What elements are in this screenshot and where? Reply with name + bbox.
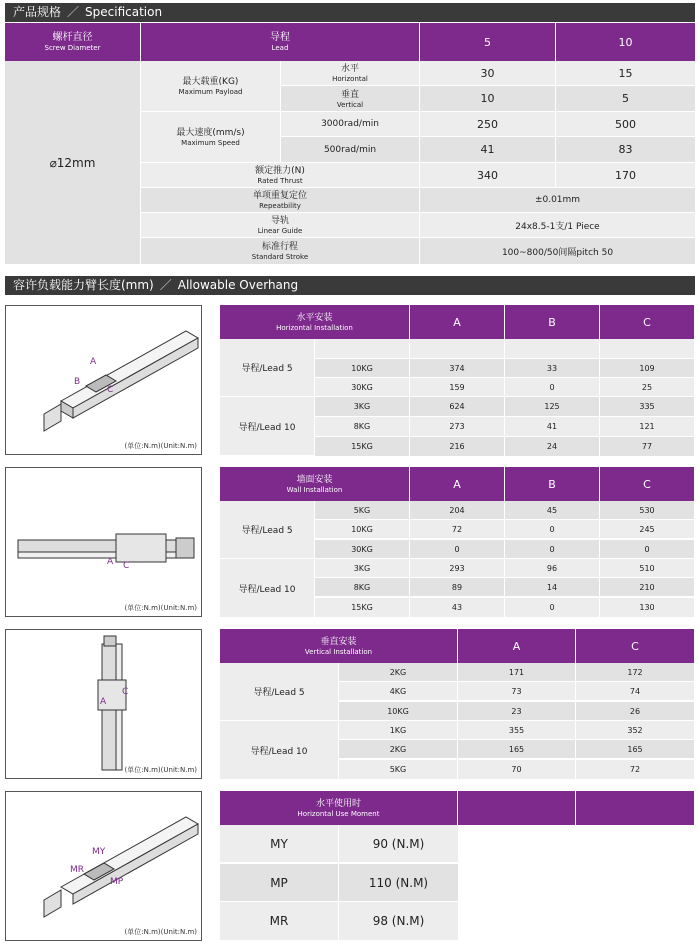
value-a: 159 xyxy=(410,378,505,397)
value-a: 171 xyxy=(458,663,576,682)
repeat-cn: 单项重复定位 xyxy=(252,191,307,201)
thrust-lead10: 170 xyxy=(556,163,695,188)
lead10-label: 导程/Lead 10 xyxy=(220,721,339,779)
repeat-value: ±0.01mm xyxy=(420,188,695,213)
label-b: B xyxy=(74,377,81,387)
value-a: 216 xyxy=(410,437,505,456)
moment-diagram xyxy=(5,791,202,941)
payload-en: Maximum Payload xyxy=(178,88,243,96)
empty-cell xyxy=(315,339,410,359)
empty-cell xyxy=(600,339,694,359)
wall-table-title xyxy=(220,467,410,501)
stroke-label xyxy=(141,238,420,264)
value-a: 374 xyxy=(410,359,505,378)
value-c: 109 xyxy=(600,359,694,378)
value-b: 0 xyxy=(505,378,600,397)
value-b: 33 xyxy=(505,359,600,378)
horizontal-en: Horizontal xyxy=(332,75,368,83)
value-b: 0 xyxy=(505,598,600,617)
col-a: A xyxy=(410,467,505,501)
moment-name: MP xyxy=(220,864,339,902)
value-a: 43 xyxy=(410,598,505,617)
screw-diameter-header xyxy=(5,23,141,61)
stroke-value: 100~800/50间隔pitch 50 xyxy=(420,238,695,264)
overhang-section-title xyxy=(5,276,695,295)
value-a: 293 xyxy=(410,559,505,578)
label-mr: MR xyxy=(70,865,85,875)
horizontal-label xyxy=(281,61,420,86)
screw-diameter-en: Screw Diameter xyxy=(44,44,101,52)
lead10-label: 导程/Lead 10 xyxy=(220,397,315,456)
lead5-label: 导程/Lead 5 xyxy=(220,339,315,397)
label-c: C xyxy=(123,561,130,571)
wall-actuator-drawing xyxy=(6,468,203,618)
moment-value: 98 (N.M) xyxy=(339,902,458,940)
col-c: C xyxy=(576,629,694,663)
speed-3000-lead10: 500 xyxy=(556,112,695,137)
moment-value: 90 (N.M) xyxy=(339,825,458,863)
diameter-cell xyxy=(5,61,141,264)
label-a: A xyxy=(100,697,107,707)
empty-cell xyxy=(505,339,600,359)
value-a: 355 xyxy=(458,721,576,740)
vertical-en: Vertical xyxy=(336,100,364,109)
value-c: 130 xyxy=(600,598,694,617)
value-a: 273 xyxy=(410,417,505,437)
unit-note: (单位:N.m)(Unit:N.m) xyxy=(124,928,197,936)
overhang-title-en: Allowable Overhang xyxy=(177,278,299,292)
payload-v-lead5: 10 xyxy=(420,86,556,112)
horizontal-actuator-drawing xyxy=(6,306,203,456)
stroke-cn: 标准行程 xyxy=(261,242,298,252)
load-cell: 15KG xyxy=(315,598,410,617)
lead-en: Lead xyxy=(271,44,289,52)
empty-header xyxy=(576,791,694,825)
value-c: 165 xyxy=(576,740,694,759)
value-c: 510 xyxy=(600,559,694,578)
label-a: A xyxy=(90,357,97,367)
value-b: 125 xyxy=(505,397,600,417)
payload-v-lead10: 5 xyxy=(556,86,695,112)
load-cell: 30KG xyxy=(315,540,410,559)
label-c: C xyxy=(107,385,114,395)
value-a: 72 xyxy=(410,520,505,539)
value-a: 204 xyxy=(410,501,505,520)
vertical-cn: 垂直 xyxy=(340,89,359,100)
vertical-title-en: Vertical Installation xyxy=(304,648,373,656)
value-c: 245 xyxy=(600,520,694,539)
value-b: 14 xyxy=(505,578,600,597)
value-a: 89 xyxy=(410,578,505,597)
moment-title-cn: 水平使用时 xyxy=(315,799,361,809)
overhang-title-cn: 容许负载能力臂长度(mm) xyxy=(13,278,154,292)
speed-3000-label: 3000rad/min xyxy=(281,112,420,137)
horizontal-diagram xyxy=(5,305,202,455)
value-c: 25 xyxy=(600,378,694,397)
label-my: MY xyxy=(92,847,106,857)
unit-note: (单位:N.m)(Unit:N.m) xyxy=(124,442,197,450)
lead-10-label: 10 xyxy=(618,35,633,49)
col-b: B xyxy=(505,305,600,339)
speed-500-lead10: 83 xyxy=(556,137,695,163)
value-b: 45 xyxy=(505,501,600,520)
load-cell: 5KG xyxy=(315,501,410,520)
load-cell: 8KG xyxy=(315,578,410,597)
value-c: 77 xyxy=(600,437,694,456)
col-a: A xyxy=(410,305,505,339)
load-cell: 30KG xyxy=(315,378,410,397)
wall-title-cn: 墙面安装 xyxy=(296,475,333,485)
vertical-label xyxy=(281,86,420,112)
payload-h-lead10: 15 xyxy=(556,61,695,86)
value-a: 165 xyxy=(458,740,576,759)
spec-title-cn: 产品规格 xyxy=(13,5,62,19)
repeat-label xyxy=(141,188,420,213)
speed-cn: 最大速度(mm/s) xyxy=(176,128,245,138)
thrust-cn: 额定推力(N) xyxy=(255,166,305,176)
value-c: 0 xyxy=(600,540,694,559)
speed-500-lead5: 41 xyxy=(420,137,556,163)
unit-note: (单位:N.m)(Unit:N.m) xyxy=(124,604,197,612)
label-mp: MP xyxy=(110,877,124,887)
value-c: 74 xyxy=(576,682,694,701)
col-c: C xyxy=(600,305,694,339)
spec-title-en: Specification xyxy=(85,5,163,19)
col-c: C xyxy=(600,467,694,501)
vertical-table-title xyxy=(220,629,458,663)
horizontal-title-cn: 水平安装 xyxy=(296,313,333,323)
horizontal-table-title xyxy=(220,305,410,339)
col-a: A xyxy=(458,629,576,663)
value-b: 0 xyxy=(505,520,600,539)
lead5-label: 导程/Lead 5 xyxy=(220,501,315,559)
label-a: A xyxy=(107,557,114,567)
value-a: 23 xyxy=(458,702,576,721)
moment-title-en: Horizontal Use Moment xyxy=(297,810,380,818)
payload-label xyxy=(141,61,281,112)
thrust-en: Rated Thrust xyxy=(257,177,303,185)
horizontal-cn: 水平 xyxy=(340,64,359,74)
load-cell: 1KG xyxy=(339,721,458,740)
load-cell: 10KG xyxy=(315,359,410,378)
speed-en: Maximum Speed xyxy=(181,139,240,147)
thrust-lead5: 340 xyxy=(420,163,556,188)
load-cell: 15KG xyxy=(315,437,410,456)
guide-cn: 导轨 xyxy=(270,216,289,226)
value-a: 73 xyxy=(458,682,576,701)
moment-actuator-drawing xyxy=(6,792,203,942)
value-a: 624 xyxy=(410,397,505,417)
moment-name: MR xyxy=(220,902,339,940)
value-c: 72 xyxy=(576,760,694,779)
load-cell: 10KG xyxy=(339,702,458,721)
value-a: 70 xyxy=(458,760,576,779)
load-cell: 3KG xyxy=(315,559,410,578)
lead-cn: 导程 xyxy=(270,32,290,43)
lead-5-header xyxy=(420,23,556,61)
lead5-label: 导程/Lead 5 xyxy=(220,663,339,721)
value-b: 0 xyxy=(505,540,600,559)
load-cell: 8KG xyxy=(315,417,410,437)
unit-note: (单位:N.m)(Unit:N.m) xyxy=(124,766,197,774)
empty-header xyxy=(458,791,576,825)
speed-label xyxy=(141,112,281,163)
value-c: 530 xyxy=(600,501,694,520)
value-c: 352 xyxy=(576,721,694,740)
load-cell: 5KG xyxy=(339,760,458,779)
moment-value: 110 (N.M) xyxy=(339,864,458,902)
value-b: 96 xyxy=(505,559,600,578)
spec-section-title xyxy=(5,3,695,22)
col-b: B xyxy=(505,467,600,501)
value-a: 0 xyxy=(410,540,505,559)
overhang-title-separator: ／ xyxy=(159,278,172,292)
stroke-en: Standard Stroke xyxy=(251,253,309,261)
lead-header xyxy=(141,23,420,61)
load-cell: 10KG xyxy=(315,520,410,539)
thrust-label xyxy=(141,163,420,188)
value-b: 41 xyxy=(505,417,600,437)
value-b: 24 xyxy=(505,437,600,456)
load-cell: 3KG xyxy=(315,397,410,417)
speed-500-label: 500rad/min xyxy=(281,137,420,163)
moment-name: MY xyxy=(220,825,339,863)
load-cell: 2KG xyxy=(339,740,458,759)
value-c: 210 xyxy=(600,578,694,597)
empty-cell xyxy=(410,339,505,359)
repeat-en: Repeatbility xyxy=(259,202,301,210)
lead10-label: 导程/Lead 10 xyxy=(220,559,315,617)
value-c: 172 xyxy=(576,663,694,682)
speed-3000-lead5: 250 xyxy=(420,112,556,137)
value-c: 121 xyxy=(600,417,694,437)
vertical-title-cn: 垂直安装 xyxy=(320,637,357,647)
guide-value: 24x8.5-1支/1 Piece xyxy=(420,213,695,238)
spec-title-separator: ／ xyxy=(67,5,80,19)
vertical-diagram xyxy=(5,629,202,779)
load-cell: 2KG xyxy=(339,663,458,682)
label-c: C xyxy=(122,687,129,697)
load-cell: 4KG xyxy=(339,682,458,701)
value-c: 335 xyxy=(600,397,694,417)
guide-label xyxy=(141,213,420,238)
wall-diagram xyxy=(5,467,202,617)
guide-en: Linear Guide xyxy=(257,227,303,235)
diameter-value: ⌀12mm xyxy=(49,155,96,170)
vertical-actuator-drawing xyxy=(6,630,203,780)
screw-diameter-cn: 螺杆直径 xyxy=(52,32,93,43)
payload-cn: 最大载重(KG) xyxy=(182,77,239,87)
horizontal-title-en: Horizontal Installation xyxy=(276,324,353,332)
value-c: 26 xyxy=(576,702,694,721)
lead-10-header xyxy=(556,23,695,61)
payload-h-lead5: 30 xyxy=(420,61,556,86)
lead-5-label: 5 xyxy=(484,35,491,49)
moment-table-title xyxy=(220,791,458,825)
wall-title-en: Wall Installation xyxy=(286,486,343,494)
